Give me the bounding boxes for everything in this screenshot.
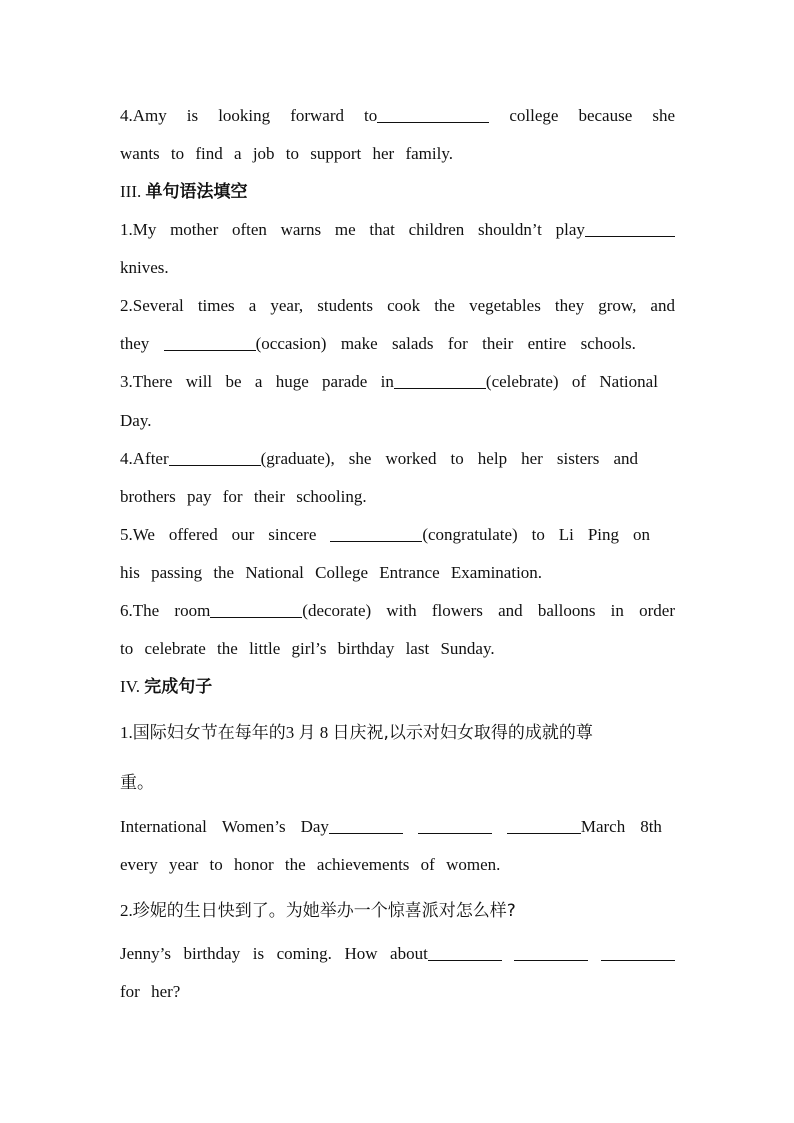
text: 6.The [120,601,160,620]
text-with-blank [556,218,675,242]
text: Day [300,817,329,836]
answer-blank[interactable] [377,106,489,123]
text: is [186,106,199,125]
text: in [610,601,624,620]
text: they [120,334,150,353]
text: on [632,525,650,544]
section-title: 完成句子 [144,677,213,697]
section-title: 单句语法填空 [145,182,248,202]
text: shouldn’t [477,220,542,239]
text: sisters [556,449,600,468]
text: offered [168,525,218,544]
text: that [369,220,395,239]
text: because [578,106,633,125]
section-3-question-2-line-2 [120,332,636,356]
text: 4.Amy [120,106,167,125]
text: International [120,817,207,836]
section-3-question-4-line-2: brothers pay for their schooling. [120,487,367,506]
answer-blank[interactable] [169,449,261,466]
text: help [477,449,508,468]
answer-blank[interactable] [330,525,422,542]
text: Jenny’s [120,944,171,963]
text: 国际妇女节在每年的 [132,723,286,743]
text: their [482,334,514,353]
answer-blank[interactable] [514,944,588,961]
text-with-blank [330,523,517,547]
text: parade [322,372,368,391]
text: to [531,525,545,544]
text: with [386,601,417,620]
text: entire [527,334,567,353]
text: be [225,372,242,391]
answer-blank[interactable] [428,944,502,961]
question-number: 2. [120,901,133,920]
text: Li [558,525,574,544]
section-number: IV. [120,677,140,696]
text: a [254,372,263,391]
text: Ping [587,525,620,544]
section-3-question-6-line-1 [120,599,675,623]
section-3-question-4-line-1 [120,447,638,471]
text: and [498,601,523,620]
text: 3 [285,723,295,742]
text-with-blank [164,332,327,356]
text: schools. [580,334,636,353]
text: make [340,334,378,353]
text: (congratulate) [422,525,518,544]
section-4-question-2-english-line-1 [120,942,675,966]
text: flowers [431,601,483,620]
text: balloons [537,601,596,620]
text: college [509,106,559,125]
text: times [197,296,235,315]
text: huge [275,372,309,391]
text: order [639,601,675,620]
text: me [334,220,356,239]
text: 1.My [120,220,157,239]
text: for [447,334,468,353]
text-with-blank [301,815,403,839]
text: students [317,296,373,315]
section-3-question-3-line-2: Day. [120,411,152,430]
question-number: 1. [120,723,133,742]
section-4-question-1-chinese-line-2: 重。 [120,773,154,793]
text-with-blank [381,370,559,394]
section-3-question-2-line-1 [120,294,675,318]
answer-blank[interactable] [329,817,403,834]
text: birthday [183,944,241,963]
text: (occasion) [255,334,327,353]
text: (celebrate) [485,372,559,391]
text: warns [280,220,322,239]
text: she [348,449,372,468]
text: grow, [598,296,637,315]
text: often [231,220,267,239]
text: of [571,372,587,391]
answer-blank[interactable] [164,334,256,351]
section-3-question-1-line-1 [120,218,675,242]
section-3-question-3-line-1 [120,370,658,394]
text: (decorate) [302,601,372,620]
text: our [231,525,255,544]
answer-blank[interactable] [585,220,675,237]
text: in [380,372,394,391]
text: 8 [319,723,329,742]
text: 5.We [120,525,155,544]
answer-blank[interactable] [418,817,492,834]
text: vegetables [469,296,541,315]
answer-blank[interactable] [601,944,675,961]
text: is [252,944,265,963]
text: a [248,296,257,315]
text-with-blank [390,942,502,966]
text: looking [218,106,271,125]
question-4-line-2: wants to find a job to support her family. [120,144,453,163]
text: about [390,944,428,963]
section-4-question-1-english-line-2: every year to honor the achievements of women. [120,855,501,874]
section-3-question-1-line-2: knives. [120,258,169,277]
text: worked [385,449,437,468]
text: the [434,296,455,315]
text: (graduate), [260,449,335,468]
text: to [364,106,378,125]
text: 月 [298,723,316,743]
text: salads [392,334,434,353]
text: National [599,372,658,391]
text: March [580,817,626,836]
text-with-blank [364,104,489,128]
text: and [613,449,638,468]
text: 2.Several [120,296,184,315]
text: 日庆祝,以示对妇女取得的成就的尊 [332,723,593,743]
section-4-question-2-chinese [120,898,675,924]
text: room [174,601,211,620]
text: 珍妮的生日快到了。为她举办一个惊喜派对怎么样? [132,901,516,921]
section-4-heading [120,675,675,699]
text: 4.After [120,449,169,468]
section-3-question-6-line-2: to celebrate the little girl’s birthday last Sunday. [120,639,495,658]
section-4-question-2-english-line-2: for her? [120,982,181,1001]
text: cook [387,296,421,315]
text: Women’s [221,817,286,836]
section-3-heading [120,180,675,204]
text: her [521,449,543,468]
text: children [408,220,465,239]
text: How [344,944,378,963]
text: play [555,220,585,239]
text: sincere [268,525,317,544]
section-3-question-5-line-2: his passing the National College Entrance Examination. [120,563,543,582]
question-4-line-1 [120,104,675,128]
text: she [652,106,675,125]
section-3-question-5-line-1 [120,523,650,547]
text: to [450,449,464,468]
text: forward [290,106,344,125]
answer-blank[interactable] [507,817,581,834]
text: will [185,372,213,391]
section-4-question-1-chinese-line-1 [120,720,675,746]
text-with-blank [507,815,625,839]
text: 3.There [120,372,173,391]
text: 8th [640,817,662,836]
section-number: III. [120,182,142,201]
text: year, [270,296,304,315]
answer-blank[interactable] [394,372,486,389]
text-with-blank [174,599,371,623]
answer-blank[interactable] [210,601,302,618]
text: they [554,296,585,315]
text: mother [170,220,219,239]
section-4-question-1-english-line-1 [120,815,662,839]
text: and [650,296,675,315]
text-with-blank [120,447,335,471]
text: coming. [276,944,332,963]
